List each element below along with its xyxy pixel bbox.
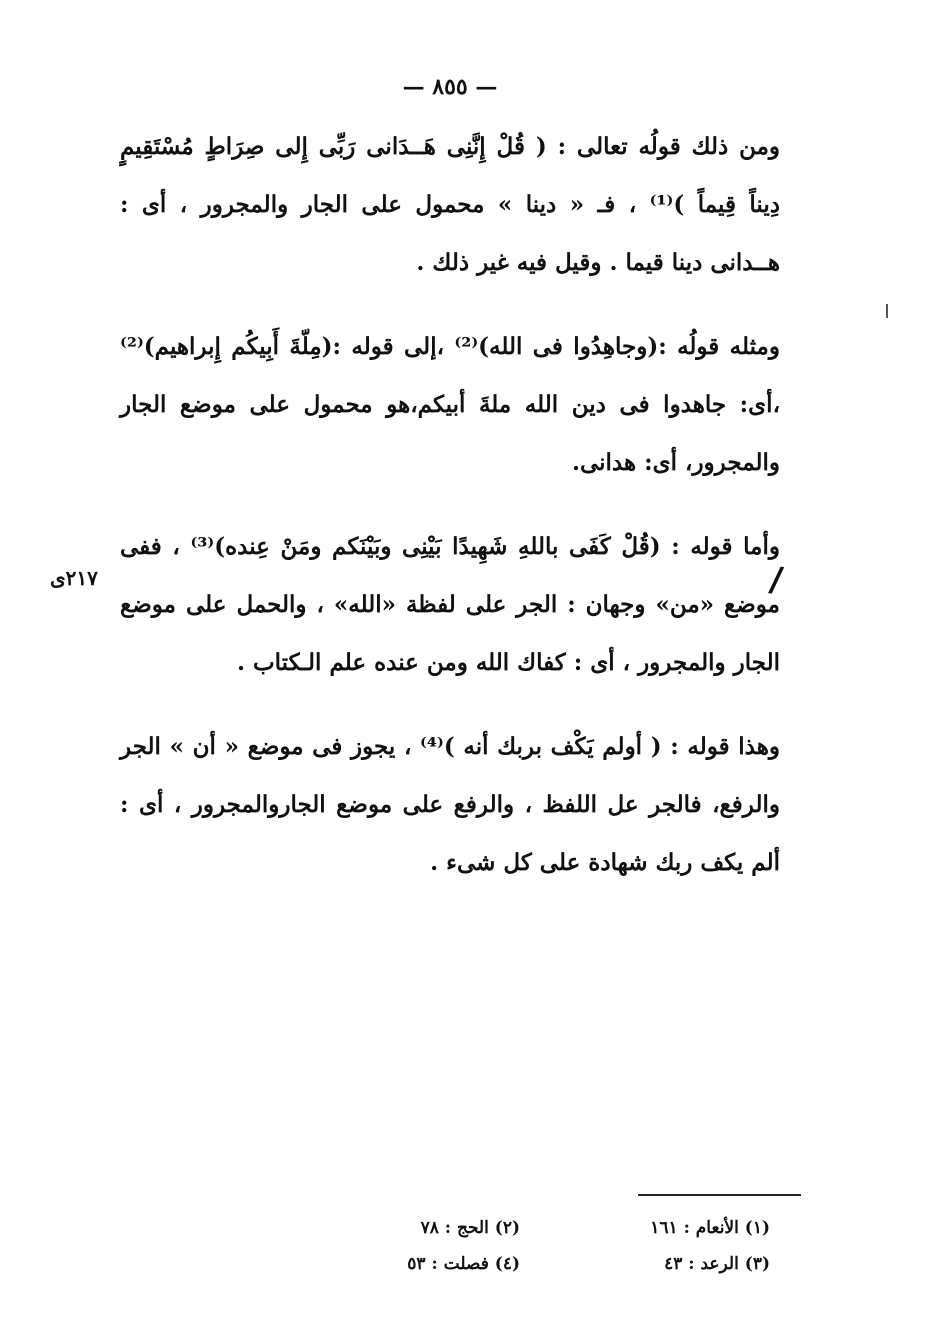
footnote-2: (٢) الحج : ٧٨ — [420, 1218, 520, 1238]
footnote-row — [300, 1210, 770, 1246]
margin-note: ٢١٧ى — [50, 566, 98, 590]
paragraph-1: ومن ذلك قولُه تعالى : ( قُلْ إِنَّنِى هَــدَانى رَبِّى إِلى صِرَاطٍ مُسْتَقِيمٍ دِيناً قِيماً )⁽¹⁾ ، فـ « دينا » محمول على الجار والمجرور ، أى : هــدانى دينا قيما . وقيل فيه غير ذلك . — [120, 133, 780, 276]
paragraph-3: وأما قوله : (قُلْ كَفَى باللهِ شَهِيدًا بَيْنِى وبَيْنَكم ومَنْ عِنده)⁽³⁾ ، ففى موضع «من» وجهان : الجر على لفظة «الله» ، والحمل على موضع الجار والمجرور ، أى : كفاك الله ومن عنده علم الـكتاب . — [120, 533, 780, 676]
slash-mark: / — [767, 559, 786, 601]
main-text — [120, 118, 780, 918]
footnotes — [300, 1210, 770, 1282]
page-number: — ٨٥٥ — — [402, 74, 498, 100]
footnote-divider — [638, 1194, 801, 1196]
stray-mark — [886, 304, 888, 318]
footnote-3: (٣) الرعد : ٤٣ — [664, 1254, 770, 1274]
paragraph-2: ومثله قولُه :(وجاهِدُوا فى الله)⁽²⁾ ،إلى قوله :(مِلّةَ أَبِيكُم إِبراهيم)⁽²⁾ ،أى: جاهدوا فى دين الله ملةَ أبيكم،هو محمول على موضع الجار والمجرور، أى: هدانى. — [120, 333, 780, 476]
footnote-1: (١) الأنعام : ١٦١ — [650, 1218, 770, 1238]
footnote-4: (٤) فصلت : ٥٣ — [407, 1254, 520, 1274]
footnote-row — [300, 1246, 770, 1282]
paragraph-4: وهذا قوله : ( أولم يَكْف بربك أنه )⁽⁴⁾ ، يجوز فى موضع « أن » الجر والرفع، فالجر عل اللفظ ، والرفع على موضع الجاروالمجرور ، أى : ألم يكف ربك شهادة على كل شىء . — [120, 733, 780, 876]
